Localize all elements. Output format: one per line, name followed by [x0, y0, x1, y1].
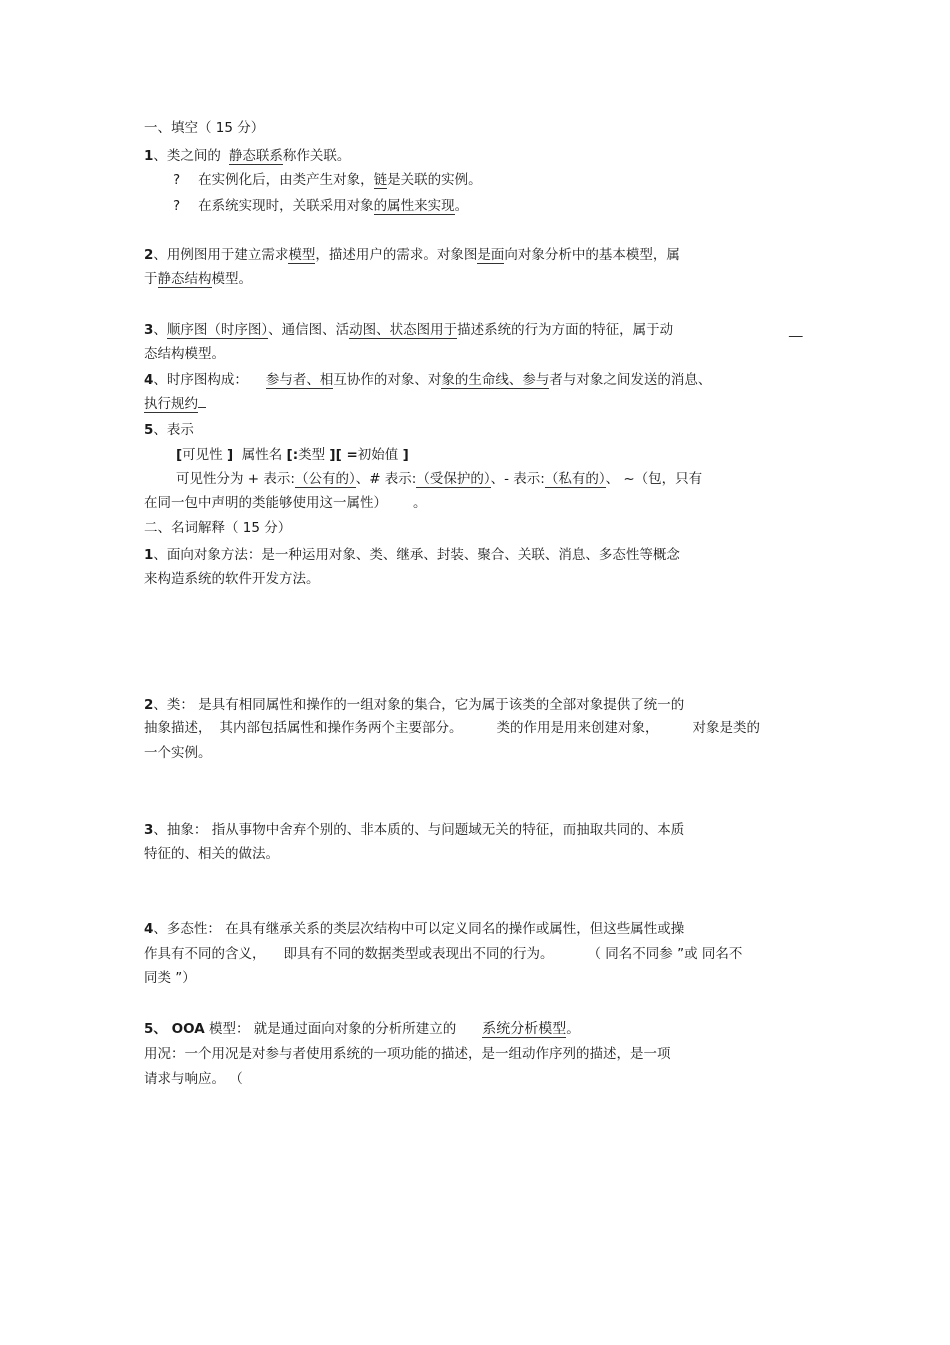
visibility-line-1: 可见性分为 + 表示:（公有的）、# 表示:（受保护的）、- 表示:（私有的）、 ~（包，只有 [176, 471, 703, 487]
answer-underline: 静态结构 [157, 271, 212, 287]
term-number: 1 [144, 547, 154, 563]
answer-underline: 动图、状态图用于 [349, 322, 458, 338]
question-number: 4 [144, 372, 154, 388]
question-1-bullet-1: ? 在实例化后，由类产生对象，链是关联的实例。 [173, 172, 482, 188]
term-1-line-2: 来构造系统的软件开发方法。 [144, 571, 320, 587]
answer-underline: 静态联系 [228, 148, 283, 164]
term-2-line-1: 2、类： 是具有相同属性和操作的一组对象的集合，它为属于该类的全部对象提供了统一的 [144, 697, 685, 713]
term-number: 5 [144, 1021, 154, 1037]
question-3-blank: __ [789, 322, 803, 338]
question-4-line-2 [144, 395, 206, 413]
answer-underline: 顺序图（时序图） [166, 322, 269, 338]
answer-underline: 系统分析模型 [482, 1021, 567, 1037]
question-3-line-1: 3、顺序图（时序图）、通信图、活动图、状态图用于描述系统的行为方面的特征，属于动 [144, 322, 674, 338]
attribute-format: [可见性 ] 属性名 [:类型 ][ =初始值 ] [176, 447, 409, 463]
answer-underline: 链 [373, 172, 388, 188]
term-1-line-1: 1、面向对象方法：是一种运用对象、类、继承、封装、聚合、关联、消息、多态性等概念 [144, 547, 680, 563]
question-5-label: 5、表示 [144, 422, 194, 438]
bullet-mark: ? [173, 198, 181, 214]
answer-underline: 的属性来实现 [373, 198, 455, 214]
answer-underline: （受保护的） [416, 471, 491, 487]
answer-underline: 参与者、相 [265, 372, 334, 388]
answer-underline: （私有的） [544, 471, 606, 487]
term-5-line-2: 用况：一个用况是对参与者使用系统的一项功能的描述，是一组动作序列的描述，是一项 [144, 1046, 671, 1062]
term-number: 3 [144, 822, 154, 838]
term-number: 2 [144, 697, 154, 713]
term-5-line-1: 5、 OOA 模型： 就是通过面向对象的分析所建立的 系统分析模型。 [144, 1021, 580, 1037]
term-number: 4 [144, 921, 154, 937]
answer-underline: 象的生命线、参与 [441, 372, 550, 388]
answer-underline: 执行规约 [144, 396, 198, 412]
question-1-bullet-2: ? 在系统实现时，关联采用对象的属性来实现。 [173, 198, 469, 214]
term-4-line-1: 4、多态性： 在具有继承关系的类层次结构中可以定义同名的操作或属性，但这些属性或操 [144, 921, 685, 937]
section-title-terms: 二、名词解释（ 15 分） [144, 520, 292, 536]
answer-underline: （公有的） [294, 471, 356, 487]
term-3-line-1: 3、抽象： 指从事物中舍弃个别的、非本质的、与问题域无关的特征，而抽取共同的、本质 [144, 822, 685, 838]
question-1: 1、类之间的 静态联系称作关联。 [144, 148, 351, 164]
question-number: 2 [144, 247, 154, 263]
term-4-line-3: 同类 ”） [144, 970, 196, 986]
term-3-line-2: 特征的、相关的做法。 [144, 846, 279, 862]
visibility-line-2: 在同一包中声明的类能够使用这一属性） 。 [144, 495, 427, 511]
term-2-line-3: 一个实例。 [144, 745, 212, 761]
section-title-fill-blank: 一、填空（ 15 分） [144, 120, 265, 136]
question-number: 3 [144, 322, 154, 338]
question-2-line-2: 于静态结构模型。 [144, 271, 252, 287]
answer-underline: 模型 [288, 247, 316, 263]
question-number: 1 [144, 148, 154, 164]
term-2-line-2: 抽象描述， 其内部包括属性和操作务两个主要部分。 类的作用是用来创建对象， 对象是类的 [144, 720, 760, 736]
question-3-line-2: 态结构模型。 [144, 346, 225, 362]
question-number: 5 [144, 422, 154, 438]
bullet-mark: ? [173, 172, 181, 188]
question-2-line-1: 2、用例图用于建立需求模型，描述用户的需求。对象图是面向对象分析中的基本模型，属 [144, 247, 680, 263]
answer-underline: 是面 [477, 247, 505, 263]
term-4-line-2: 作具有不同的含义， 即具有不同的数据类型或表现出不同的行为。 （ 同名不同参 ”或 同名不 [144, 946, 743, 962]
question-4-line-1: 4、时序图构成： 参与者、相互协作的对象、对象的生命线、参与者与对象之间发送的消息、 [144, 372, 712, 388]
term-5-line-3: 请求与响应。 （ [144, 1071, 243, 1087]
